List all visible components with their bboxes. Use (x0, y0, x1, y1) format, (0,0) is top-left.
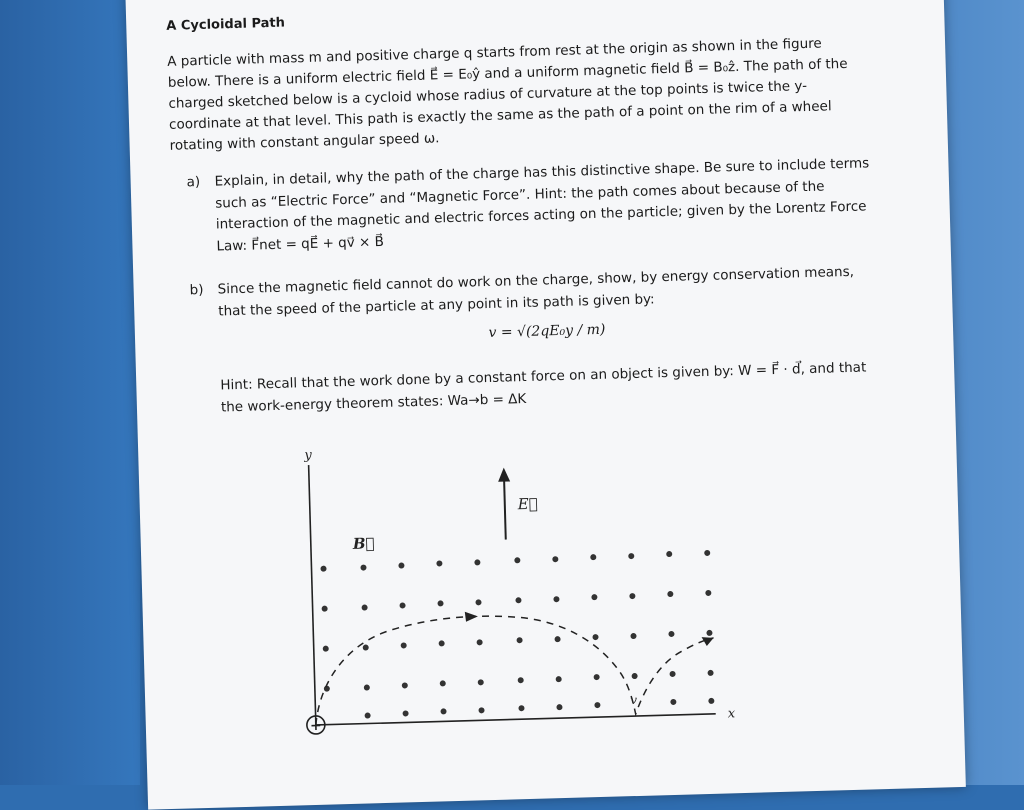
document-content (166, 0, 877, 419)
part-b (173, 261, 875, 353)
e-field-arrow (504, 480, 506, 540)
part-a-text: Explain, in detail, why the path of the charge has this distinctive shape. Be sure to include terms such as “Electric Force” and “Magnetic Force”. Hint: the path comes about because of the interaction of the magnetic and electric forces acting on the particle; given by the Lorentz Force Law: F⃗net = qE⃗ + qv⃗ × B⃗ (214, 155, 870, 255)
part-a-label: a) (186, 173, 201, 191)
charge-symbol: + (309, 717, 322, 735)
intro-paragraph: A particle with mass m and positive charge q starts from rest at the origin as shown in the figure below. There is a uniform electric field E⃗ = E₀ŷ and a uniform magnetic field B⃗ = B₀ẑ. The path of the charged sketched below is a cycloid whose radius of curvature at the top points is twice the y-coordinate at that level. This path is exactly the same as the path of a point on the rim of a wheel rotating with constant angular speed ω. (167, 35, 848, 154)
page-title: A Cycloidal Path (166, 15, 286, 34)
cycloid-path (313, 610, 716, 725)
cycloid-diagram (268, 431, 836, 757)
magnetic-field-dots (320, 550, 714, 720)
background-left (0, 0, 140, 785)
velocity-label: v (630, 692, 638, 708)
path-arrow-top (465, 611, 478, 621)
e-field-label: E⃗ (517, 494, 538, 514)
paper-sheet (125, 0, 966, 810)
hint-b: Hint: Recall that the work done by a constant force on an object is given by: W = F⃗ · d⃗, and that the work-energy theorem states: Wa→b = ΔK (220, 358, 867, 415)
part-b-text: Since the magnetic field cannot do work on the charge, show, by energy conservation means, that the speed of the particle at any point in its path is given by: (217, 263, 855, 320)
part-b-label: b) (189, 281, 204, 299)
speed-formula: v = √(2qE₀y / m) (488, 321, 606, 341)
y-axis (309, 465, 316, 725)
x-axis (316, 714, 716, 725)
x-axis-label: x (727, 706, 736, 722)
y-axis-label: y (304, 447, 312, 464)
part-a (170, 153, 872, 259)
b-field-label: B⃗ (352, 534, 375, 553)
e-field-arrowhead (498, 467, 510, 481)
